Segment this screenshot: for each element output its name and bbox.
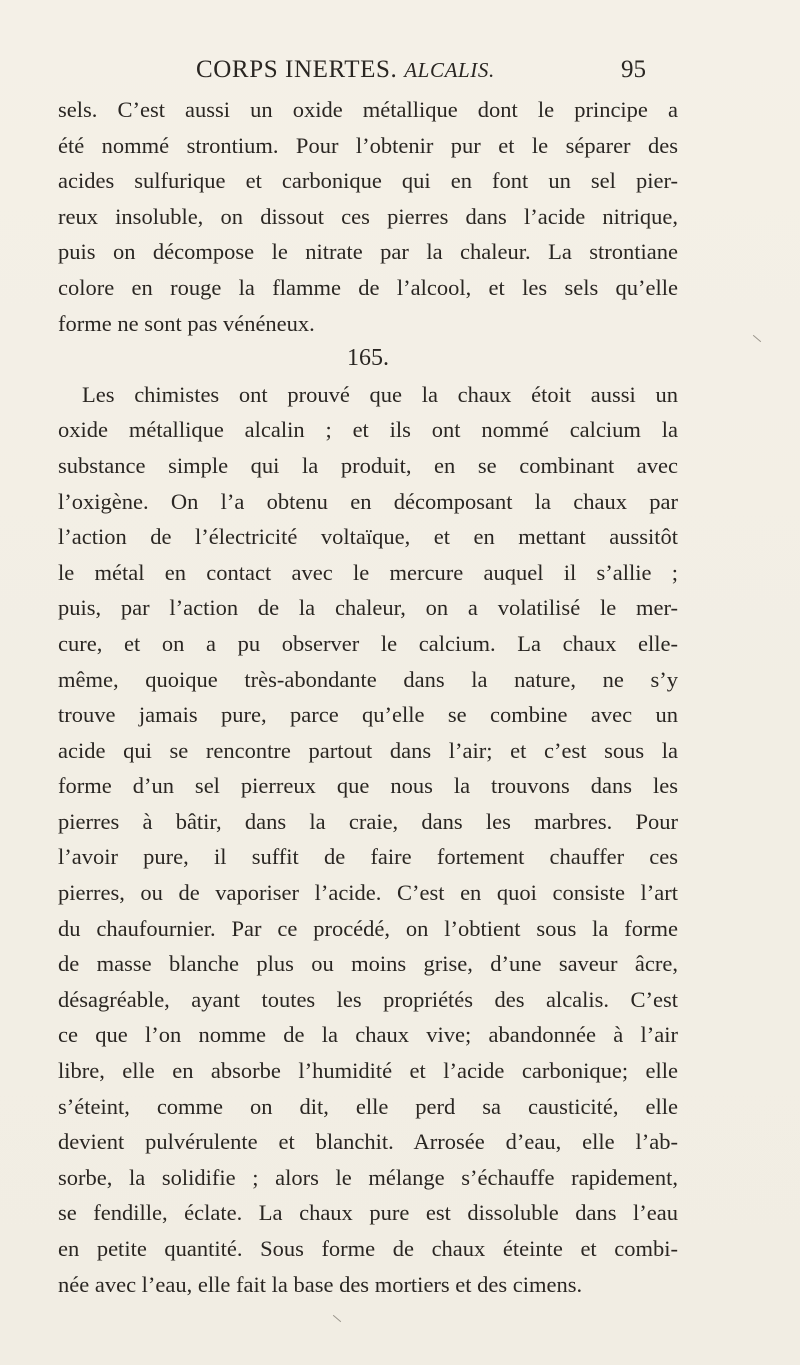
text-line: se fendille, éclate. La chaux pure est dissoluble dans l’eau — [58, 1200, 678, 1226]
text-line: libre, elle en absorbe l’humidité et l’acide carbonique; elle — [58, 1058, 678, 1084]
body-text — [58, 92, 678, 1302]
text-line: le métal en contact avec le mercure auquel il s’allie ; — [58, 559, 678, 585]
text-line: du chaufournier. Par ce procédé, on l’obtient sous la forme — [58, 915, 678, 941]
text-line: l’oxigène. On l’a obtenu en décomposant la chaux par — [58, 488, 678, 514]
running-title-italic: ALCALIS. — [404, 58, 495, 82]
text-line: l’avoir pure, il suffit de faire fortement chauffer ces — [58, 844, 678, 870]
text-line: l’action de l’électricité voltaïque, et en mettant aussitôt — [58, 524, 678, 550]
text-line: colore en rouge la flamme de l’alcool, et les sels qu’elle — [58, 274, 678, 300]
text-line: pierres, ou de vaporiser l’acide. C’est en quoi consiste l’art — [58, 880, 678, 906]
text-line: oxide métallique alcalin ; et ils ont nommé calcium la — [58, 417, 678, 443]
text-line: été nommé strontium. Pour l’obtenir pur et le séparer des — [58, 132, 678, 158]
text-line: trouve jamais pure, parce qu’elle se combine avec un — [58, 702, 678, 728]
text-line: s’éteint, comme on dit, elle perd sa causticité, elle — [58, 1093, 678, 1119]
text-line: désagréable, ayant toutes les propriétés des alcalis. C’est — [58, 986, 678, 1012]
text-line: puis, par l’action de la chaleur, on a volatilisé le mer- — [58, 595, 678, 621]
text-line: en petite quantité. Sous forme de chaux éteinte et combi- — [58, 1236, 678, 1261]
text-line: sorbe, la solidifie ; alors le mélange s’échauffe rapidement, — [58, 1164, 678, 1190]
running-head — [0, 56, 800, 90]
text-line: forme ne sont pas vénéneux. — [58, 310, 315, 336]
text-line: de masse blanche plus ou moins grise, d’une saveur âcre, — [58, 951, 678, 977]
text-line: devient pulvérulente et blanchit. Arrosée d’eau, elle l’ab- — [58, 1129, 678, 1155]
text-line: pierres à bâtir, dans la craie, dans les marbres. Pour — [58, 808, 678, 834]
page-number: 95 — [621, 56, 646, 83]
running-title-roman: CORPS INERTES. — [196, 56, 398, 83]
text-line: cure, et on a pu observer le calcium. La chaux elle- — [58, 630, 678, 656]
paper-speck — [753, 335, 761, 342]
text-line: ce que l’on nomme de la chaux vive; abandonnée à l’air — [58, 1022, 678, 1048]
section-number: 165. — [347, 345, 389, 372]
text-line: même, quoique très-abondante dans la nature, ne s’y — [58, 666, 678, 692]
text-line: reux insoluble, on dissout ces pierres dans l’acide nitrique, — [58, 203, 678, 229]
paper-speck — [333, 1315, 341, 1322]
text-line: acide qui se rencontre partout dans l’air; et c’est sous la — [58, 737, 678, 763]
text-line: puis on décompose le nitrate par la chaleur. La strontiane — [58, 239, 678, 265]
text-line: sels. C’est aussi un oxide métallique dont le principe a — [58, 97, 678, 122]
text-line: acides sulfurique et carbonique qui en font un sel pier- — [58, 168, 678, 194]
text-line: Les chimistes ont prouvé que la chaux étoit aussi un — [82, 381, 678, 407]
text-line: substance simple qui la produit, en se combinant avec — [58, 452, 678, 478]
text-line: forme d’un sel pierreux que nous la trouvons dans les — [58, 773, 678, 799]
text-line: née avec l’eau, elle fait la base des mortiers et des cimens. — [58, 1271, 583, 1297]
running-title — [196, 56, 495, 84]
